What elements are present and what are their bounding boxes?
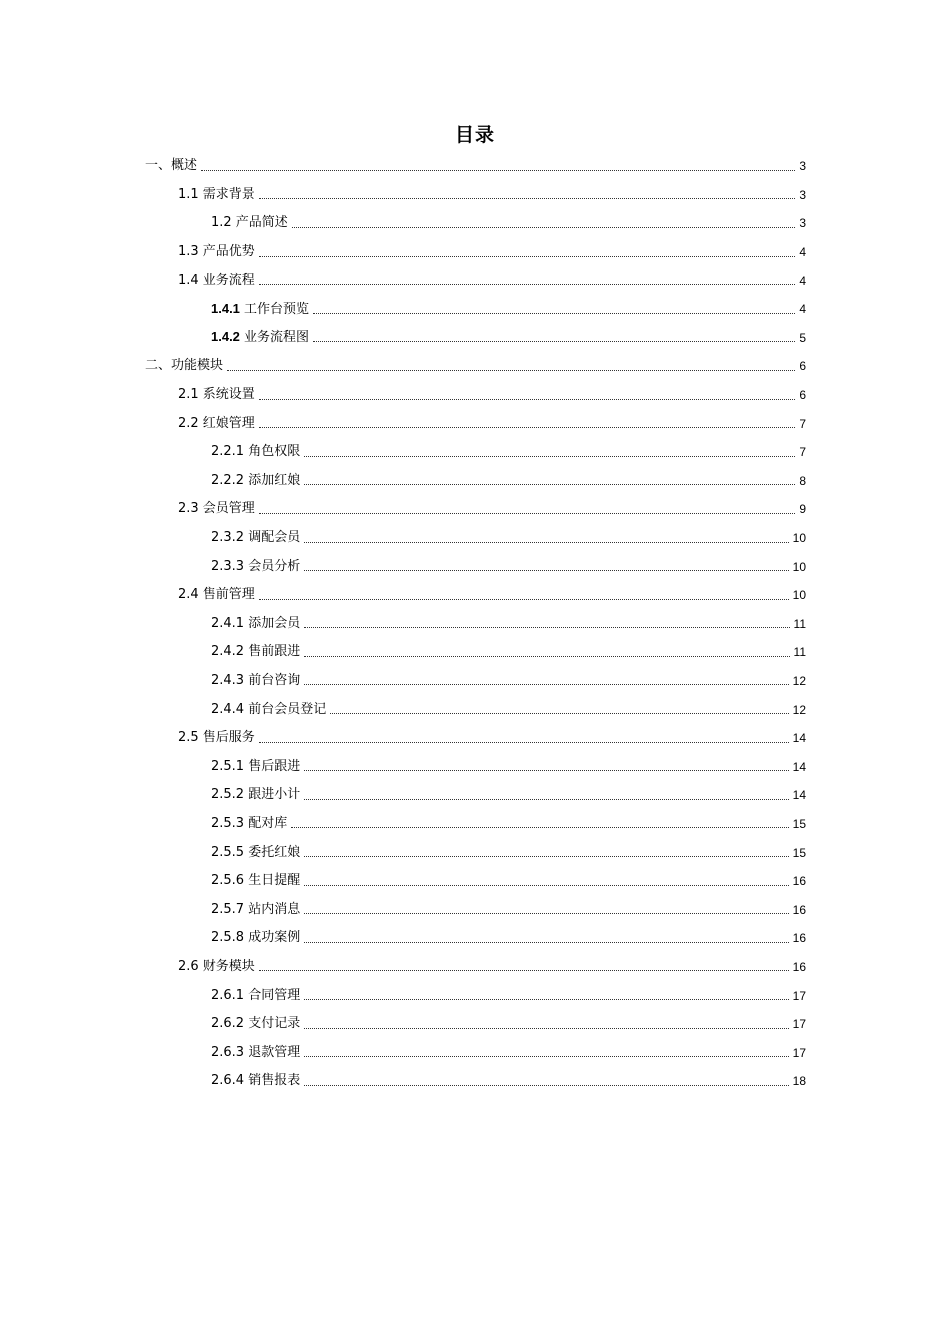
- toc-leader-dots: [259, 399, 796, 400]
- toc-entry-label: 2.6.1 合同管理: [211, 987, 301, 1003]
- toc-leader-dots: [304, 627, 789, 628]
- toc-leader-dots: [259, 256, 796, 257]
- toc-entry[interactable]: [211, 981, 806, 1010]
- toc-entry[interactable]: [178, 495, 806, 524]
- toc-entry[interactable]: [211, 695, 806, 724]
- toc-entry-label: 2.5.5 委托红娘: [211, 844, 301, 860]
- toc-page-number: 16: [792, 931, 806, 946]
- toc-entry[interactable]: [211, 752, 806, 781]
- toc-entry[interactable]: [211, 610, 806, 639]
- toc-entry-label: 2.3.2 调配会员: [211, 530, 301, 546]
- toc-entry-number: 1.4.1: [211, 300, 240, 316]
- toc-entry[interactable]: [145, 152, 806, 181]
- toc-page-number: 18: [792, 1074, 806, 1089]
- toc-entry[interactable]: [211, 1038, 806, 1067]
- toc-page-number: 17: [792, 1017, 806, 1032]
- toc-leader-dots: [259, 742, 789, 743]
- toc-entry-label: 2.4.2 售前跟进: [211, 644, 301, 660]
- toc-entry-label: 2.5.8 成功案例: [211, 930, 301, 946]
- toc-entry[interactable]: [211, 295, 806, 324]
- toc-entry[interactable]: [211, 781, 806, 810]
- toc-leader-dots: [201, 170, 795, 171]
- toc-page-number: 10: [792, 559, 806, 574]
- toc-entry[interactable]: [211, 895, 806, 924]
- toc-leader-dots: [259, 513, 796, 514]
- toc-leader-dots: [304, 942, 788, 943]
- toc-entry[interactable]: [178, 381, 806, 410]
- toc-leader-dots: [259, 970, 789, 971]
- toc-leader-dots: [304, 456, 795, 457]
- toc-entry-label: 2.1 系统设置: [178, 387, 255, 403]
- toc-entry-label: 2.6.3 退款管理: [211, 1044, 301, 1060]
- toc-entry[interactable]: [178, 181, 806, 210]
- toc-leader-dots: [304, 570, 788, 571]
- toc-entry-label: 二、功能模块: [145, 358, 224, 374]
- toc-leader-dots: [304, 999, 788, 1000]
- toc-entry-label: 2.4.1 添加会员: [211, 615, 301, 631]
- toc-entry[interactable]: [211, 638, 806, 667]
- toc-entry-text: 工作台预览: [239, 301, 310, 317]
- toc-entry-label: 2.5.2 跟进小计: [211, 787, 301, 803]
- toc-leader-dots: [259, 599, 789, 600]
- toc-entry-label: 2.2 红娘管理: [178, 415, 255, 431]
- toc-entry-label: 2.3.3 会员分析: [211, 558, 301, 574]
- toc-entry[interactable]: [211, 867, 806, 896]
- toc-entry-label: 1.2 产品简述: [211, 215, 288, 231]
- toc-leader-dots: [304, 1056, 788, 1057]
- toc-leader-dots: [330, 713, 788, 714]
- toc-entry-label: [211, 329, 311, 346]
- toc-leader-dots: [304, 484, 795, 485]
- toc-leader-dots: [259, 284, 796, 285]
- toc-page-number: 9: [799, 502, 806, 517]
- toc-leader-dots: [304, 542, 788, 543]
- toc-leader-dots: [304, 1085, 788, 1086]
- toc-page-number: 16: [792, 874, 806, 889]
- toc-page-number: 6: [799, 388, 806, 403]
- toc-entry[interactable]: [211, 1010, 806, 1039]
- toc-entry-label: 2.5 售后服务: [178, 730, 255, 746]
- toc-entry[interactable]: [211, 209, 806, 238]
- toc-entry-label: 1.1 需求背景: [178, 186, 255, 202]
- toc-entry-label: 2.5.3 配对库: [211, 815, 288, 831]
- toc-leader-dots: [304, 799, 788, 800]
- toc-leader-dots: [304, 684, 788, 685]
- toc-entry-label: 2.5.6 生日提醒: [211, 873, 301, 889]
- toc-page-number: 11: [793, 616, 806, 631]
- toc-page-number: 10: [792, 531, 806, 546]
- toc-page-number: 14: [792, 731, 806, 746]
- toc-page-number: 7: [799, 445, 806, 460]
- toc-page-number: 11: [793, 645, 806, 660]
- toc-leader-dots: [313, 341, 795, 342]
- toc-entry[interactable]: [211, 810, 806, 839]
- toc-leader-dots: [227, 370, 795, 371]
- toc-page-number: 6: [799, 359, 806, 374]
- toc-entry-label: 2.4.4 前台会员登记: [211, 701, 327, 717]
- toc-entry[interactable]: [211, 1067, 806, 1096]
- toc-leader-dots: [259, 427, 796, 428]
- toc-page-number: 10: [792, 588, 806, 603]
- toc-page-number: 17: [792, 988, 806, 1003]
- toc-entry[interactable]: [211, 838, 806, 867]
- toc-leader-dots: [259, 198, 796, 199]
- toc-title: 目录: [454, 124, 495, 146]
- toc-entry-label: 2.6.2 支付记录: [211, 1016, 301, 1032]
- toc-entry-label: 1.3 产品优势: [178, 244, 255, 260]
- toc-page-number: 4: [799, 245, 806, 260]
- toc-page-number: 12: [792, 673, 806, 688]
- toc-page-number: 14: [792, 759, 806, 774]
- toc-entry-label: 2.2.2 添加红娘: [211, 472, 301, 488]
- toc-entry[interactable]: [145, 352, 806, 381]
- toc-page-number: 16: [792, 959, 806, 974]
- toc-leader-dots: [304, 913, 788, 914]
- toc-leader-dots: [304, 1028, 788, 1029]
- toc-entry[interactable]: [211, 667, 806, 696]
- toc-entry-label: 一、概述: [145, 158, 198, 174]
- toc-entry-label: 2.4.3 前台咨询: [211, 672, 301, 688]
- toc-leader-dots: [304, 856, 788, 857]
- toc-page-number: 12: [792, 702, 806, 717]
- toc-page-number: 4: [799, 273, 806, 288]
- toc-leader-dots: [304, 885, 788, 886]
- toc-entry[interactable]: [211, 552, 806, 581]
- toc-entry[interactable]: [178, 953, 806, 982]
- toc-entry[interactable]: [211, 324, 806, 353]
- toc-entry[interactable]: [211, 524, 806, 553]
- toc-entry[interactable]: [211, 467, 806, 496]
- toc-leader-dots: [313, 313, 795, 314]
- toc-leader-dots: [292, 227, 796, 228]
- toc-page-number: 14: [792, 788, 806, 803]
- toc-page-number: 16: [792, 902, 806, 917]
- toc-page-number: 7: [799, 416, 806, 431]
- toc-entry-label: 2.6 财务模块: [178, 958, 255, 974]
- toc-entry-label: 2.2.1 角色权限: [211, 444, 301, 460]
- toc-leader-dots: [304, 770, 788, 771]
- toc-entry[interactable]: [178, 724, 806, 753]
- toc-page-number: 15: [792, 816, 806, 831]
- toc-entry[interactable]: [178, 266, 806, 295]
- toc-entry-text: 业务流程图: [239, 330, 310, 346]
- toc-list: [0, 152, 950, 1096]
- toc-entry-label: 1.4 业务流程: [178, 272, 255, 288]
- toc-leader-dots: [304, 656, 789, 657]
- toc-entry[interactable]: [178, 409, 806, 438]
- toc-entry-label: [211, 301, 311, 318]
- toc-page-number: 3: [799, 159, 806, 174]
- toc-page-number: 4: [799, 302, 806, 317]
- toc-page-number: 5: [799, 330, 806, 345]
- toc-entry-label: 2.5.7 站内消息: [211, 901, 301, 917]
- toc-entry-label: 2.6.4 销售报表: [211, 1073, 301, 1089]
- toc-entry-label: 2.5.1 售后跟进: [211, 758, 301, 774]
- toc-entry-label: 2.3 会员管理: [178, 501, 255, 517]
- toc-page-number: 15: [792, 845, 806, 860]
- toc-entry-label: 2.4 售前管理: [178, 587, 255, 603]
- toc-entry-number: 1.4.2: [211, 329, 240, 345]
- toc-page-number: 8: [799, 473, 806, 488]
- toc-entry[interactable]: [211, 924, 806, 953]
- toc-entry[interactable]: [178, 238, 806, 267]
- toc-page-number: 3: [799, 187, 806, 202]
- toc-entry[interactable]: [178, 581, 806, 610]
- toc-page-number: 17: [792, 1045, 806, 1060]
- toc-leader-dots: [291, 827, 788, 828]
- toc-entry[interactable]: [211, 438, 806, 467]
- toc-page-number: 3: [799, 216, 806, 231]
